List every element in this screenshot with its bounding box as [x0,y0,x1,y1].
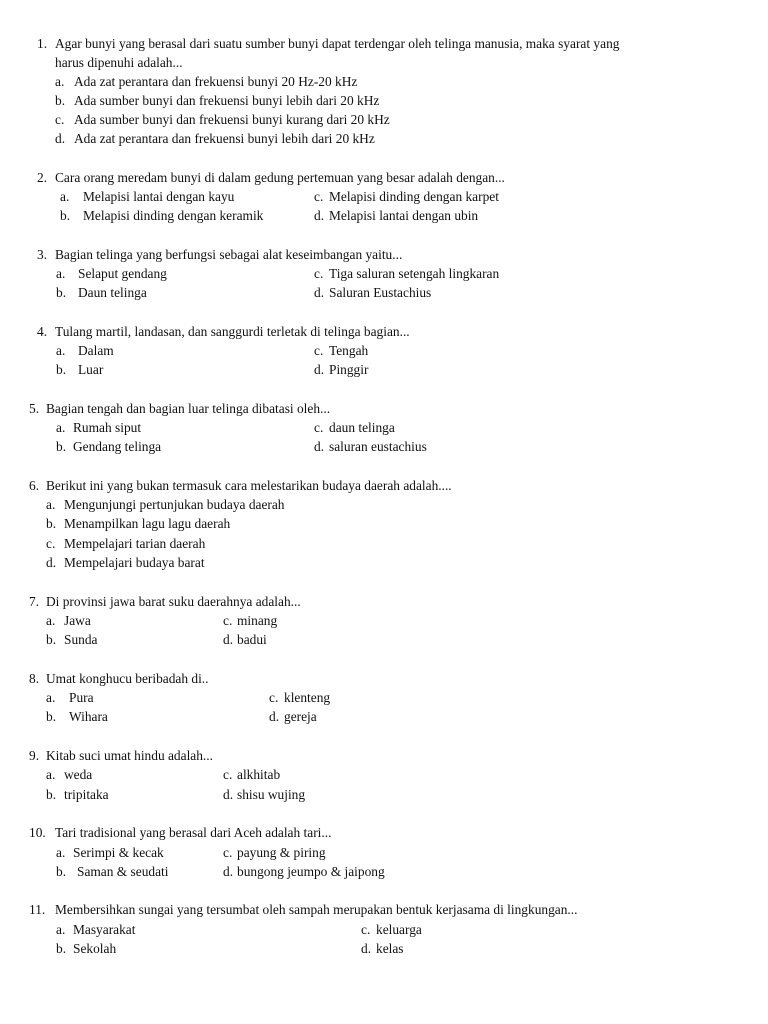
question-text: Umat konghucu beribadah di.. [46,671,209,686]
option-letter: c. [269,690,279,705]
option-letter: d. [361,941,372,956]
option-text: Dalam [78,343,114,358]
option-text: Melapisi dinding dengan karpet [329,189,499,204]
option-letter: a. [46,613,56,628]
question-number: 11. [29,902,46,917]
option-letter: c. [223,767,233,782]
option-letter: d. [223,632,234,647]
question-text: Di provinsi jawa barat suku daerahnya adalah... [46,594,301,609]
option-letter: d. [46,555,57,570]
option-letter: b. [46,709,57,724]
option-text: Saluran Eustachius [329,285,432,300]
question-number: 1. [37,36,48,51]
option-text: Sekolah [73,941,117,956]
option-text: Saman & seudati [77,864,169,879]
option-text: Pinggir [329,362,369,377]
option-letter: a. [56,420,66,435]
option-text: kelas [376,941,404,956]
option-text: Jawa [64,613,91,628]
option-letter: c. [314,343,324,358]
option-text: Rumah siput [73,420,142,435]
option-letter: d. [314,208,325,223]
option-letter: b. [55,93,66,108]
question-number: 4. [37,324,48,339]
option-text: Melapisi lantai dengan kayu [83,189,235,204]
option-letter: a. [56,343,66,358]
option-text: Ada zat perantara dan frekuensi bunyi lebih dari 20 kHz [74,131,375,146]
option-text: Ada zat perantara dan frekuensi bunyi 20 Hz-20 kHz [74,74,358,89]
option-letter: c. [55,112,65,127]
option-letter: d. [314,285,325,300]
question-text: Kitab suci umat hindu adalah... [46,748,213,763]
option-text: Wihara [69,709,108,724]
option-letter: b. [56,941,67,956]
option-letter: c. [361,922,371,937]
question-text: Bagian tengah dan bagian luar telinga dibatasi oleh... [46,401,331,416]
option-text: Mengunjungi pertunjukan budaya daerah [64,497,285,512]
option-letter: b. [46,516,57,531]
question-number: 6. [29,478,40,493]
option-text: Daun telinga [78,285,147,300]
option-letter: d. [314,439,325,454]
option-letter: a. [56,266,66,281]
option-letter: a. [56,922,66,937]
option-letter: a. [56,845,66,860]
option-text: daun telinga [329,420,395,435]
option-text: badui [237,632,267,647]
question-text: Tulang martil, landasan, dan sanggurdi terletak di telinga bagian... [55,324,410,339]
option-text: shisu wujing [237,787,306,802]
option-text: Ada sumber bunyi dan frekuensi bunyi lebih dari 20 kHz [74,93,380,108]
option-letter: c. [314,266,324,281]
option-letter: d. [223,864,234,879]
option-text: payung & piring [237,845,326,860]
option-text: tripitaka [64,787,109,802]
question-number: 8. [29,671,40,686]
question-text: Tari tradisional yang berasal dari Aceh adalah tari... [55,825,332,840]
option-text: Selaput gendang [78,266,167,281]
question-text: Agar bunyi yang berasal dari suatu sumber bunyi dapat terdengar oleh telinga manusia, maka syarat yang [55,36,620,51]
option-text: alkhitab [237,767,281,782]
question-text: Cara orang meredam bunyi di dalam gedung pertemuan yang besar adalah dengan... [55,170,505,185]
option-letter: a. [60,189,70,204]
option-text: Mempelajari budaya barat [64,555,205,570]
option-letter: c. [223,845,233,860]
option-text: Menampilkan lagu lagu daerah [64,516,231,531]
question-text: Bagian telinga yang berfungsi sebagai alat keseimbangan yaitu... [55,247,403,262]
option-text: Masyarakat [73,922,136,937]
option-text: Sunda [64,632,98,647]
option-letter: a. [46,690,56,705]
question-number: 9. [29,748,40,763]
option-text: Gendang telinga [73,439,162,454]
question-number: 3. [37,247,48,262]
question-text: harus dipenuhi adalah... [55,55,183,70]
option-text: Luar [78,362,104,377]
option-letter: c. [46,536,56,551]
option-text: Mempelajari tarian daerah [64,536,206,551]
option-text: minang [237,613,278,628]
question-number: 10. [29,825,46,840]
option-text: Tengah [329,343,369,358]
question-text: Membersihkan sungai yang tersumbat oleh sampah merupakan bentuk kerjasama di lingkungan... [55,902,578,917]
option-letter: b. [56,362,67,377]
option-text: Pura [69,690,94,705]
option-letter: c. [223,613,233,628]
option-letter: d. [269,709,280,724]
question-number: 2. [37,170,48,185]
option-text: klenteng [284,690,331,705]
option-text: Melapisi lantai dengan ubin [329,208,479,223]
option-letter: b. [46,787,57,802]
option-letter: b. [56,285,67,300]
option-text: Ada sumber bunyi dan frekuensi bunyi kurang dari 20 kHz [74,112,390,127]
option-text: gereja [284,709,317,724]
option-letter: d. [314,362,325,377]
option-letter: b. [56,864,67,879]
option-letter: c. [314,420,324,435]
option-letter: d. [223,787,234,802]
option-letter: a. [46,497,56,512]
option-letter: b. [56,439,67,454]
option-letter: b. [46,632,57,647]
option-letter: d. [55,131,66,146]
question-number: 7. [29,594,40,609]
option-letter: a. [55,74,65,89]
option-letter: b. [60,208,71,223]
option-text: Melapisi dinding dengan keramik [83,208,264,223]
option-text: keluarga [376,922,422,937]
question-number: 5. [29,401,40,416]
option-text: Tiga saluran setengah lingkaran [329,266,500,281]
question-text: Berikut ini yang bukan termasuk cara melestarikan budaya daerah adalah.... [46,478,452,493]
option-text: weda [64,767,93,782]
option-text: Serimpi & kecak [73,845,164,860]
option-text: bungong jeumpo & jaipong [237,864,385,879]
option-letter: c. [314,189,324,204]
option-text: saluran eustachius [329,439,427,454]
option-letter: a. [46,767,56,782]
